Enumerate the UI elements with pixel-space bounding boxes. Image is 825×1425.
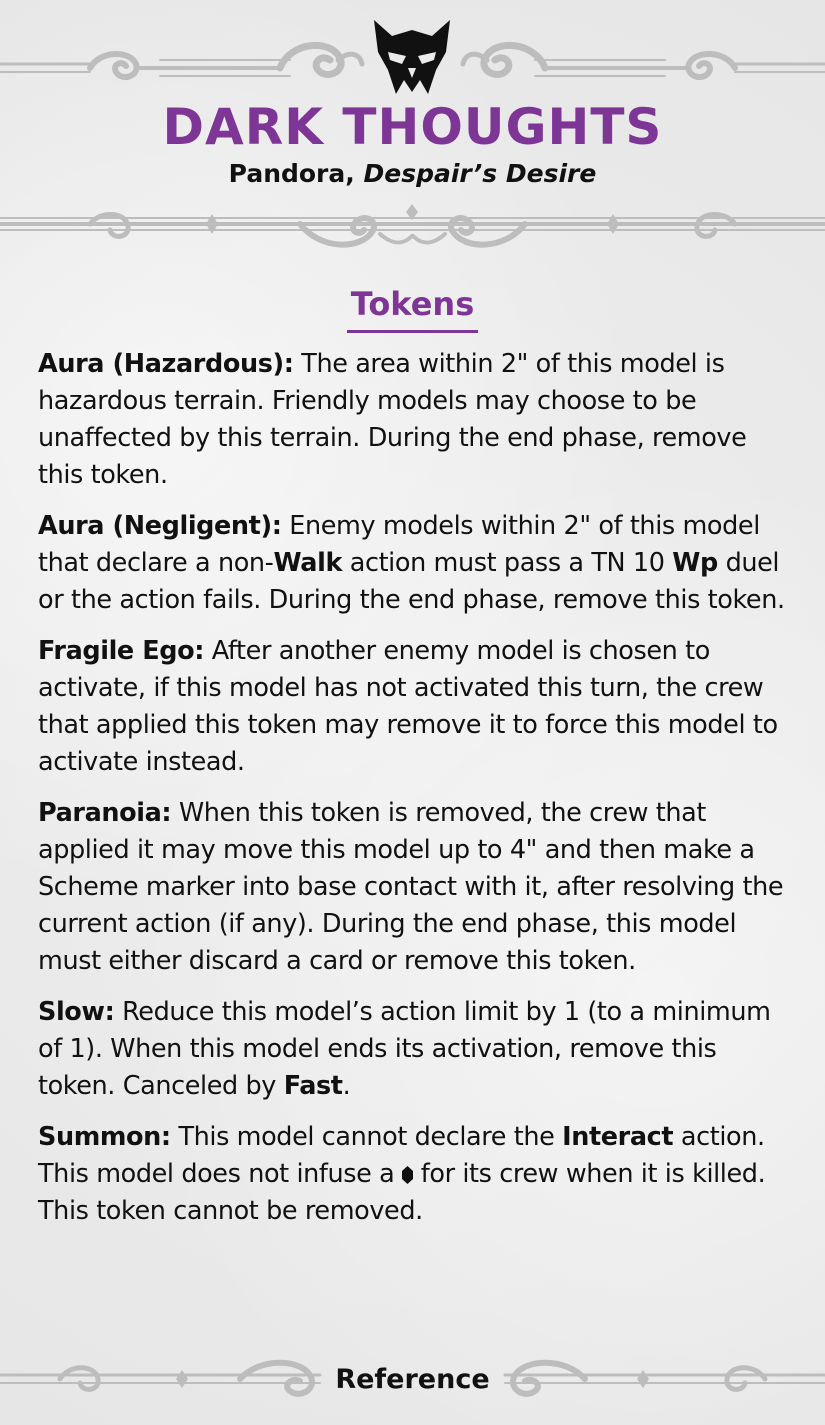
footer-label: Reference (335, 1364, 490, 1395)
rule-name: Paranoia: (38, 798, 172, 828)
rule-text: Enemy models within 2" of this model that declare a non- (38, 511, 760, 578)
rule-text: for its crew when it is killed. This token cannot be removed. (38, 1159, 766, 1226)
master-epithet: Despair’s Desire (363, 159, 597, 188)
keyword-fast: Fast (283, 1071, 343, 1101)
rule-text: When this token is removed, the crew that applied it may move this model up to 4" and then make a Scheme marker into base contact with it, after resolving the current action (if any). During the end phase, this model must either discard a card or remove this token. (38, 798, 784, 976)
keyword-interact: Interact (562, 1122, 674, 1152)
rule-paranoia (38, 795, 790, 980)
rule-name: Slow: (38, 997, 115, 1027)
neverborn-mask-icon (366, 18, 458, 98)
soulstone-icon (402, 1166, 413, 1184)
rule-fragile-ego (38, 633, 790, 781)
rule-text: . (342, 1071, 351, 1101)
master-name: Pandora, (228, 159, 355, 188)
rule-name: Aura (Hazardous): (38, 349, 294, 379)
divider-ornament (0, 192, 825, 262)
rule-text: This model cannot declare the (178, 1122, 555, 1152)
rule-text: The area within 2" of this model is hazardous terrain. Friendly models may choose to be unaffected by this terrain. During the end phase, remove this token. (38, 349, 747, 490)
rule-slow (38, 994, 790, 1105)
section-heading (0, 282, 825, 333)
rule-text: action must pass a TN 10 (349, 548, 665, 578)
card-footer (0, 1358, 825, 1402)
keyword-walk: Walk (273, 548, 343, 578)
rule-text: After another enemy model is chosen to activate, if this model has not activated this turn, the crew that applied this token may remove it to force this model to activate instead. (38, 636, 778, 777)
keyword-wp: Wp (672, 548, 718, 578)
card-title: DARK THOUGHTS (162, 98, 663, 156)
rule-text: duel or the action fails. During the end phase, remove this token. (38, 548, 785, 615)
section-heading-label: Tokens (347, 282, 479, 333)
rule-aura-negligent (38, 508, 790, 619)
rule-summon (38, 1119, 790, 1230)
card-subtitle (0, 158, 825, 190)
rule-text: action. This model does not infuse a (38, 1122, 765, 1189)
rule-name: Aura (Negligent): (38, 511, 282, 541)
rule-name: Summon: (38, 1122, 171, 1152)
rule-name: Fragile Ego: (38, 636, 205, 666)
rule-aura-hazardous (38, 346, 790, 494)
rule-text: Reduce this model’s action limit by 1 (to a minimum of 1). When this model ends its activation, remove this token. Canceled by (38, 997, 771, 1101)
token-rules (38, 346, 790, 1244)
